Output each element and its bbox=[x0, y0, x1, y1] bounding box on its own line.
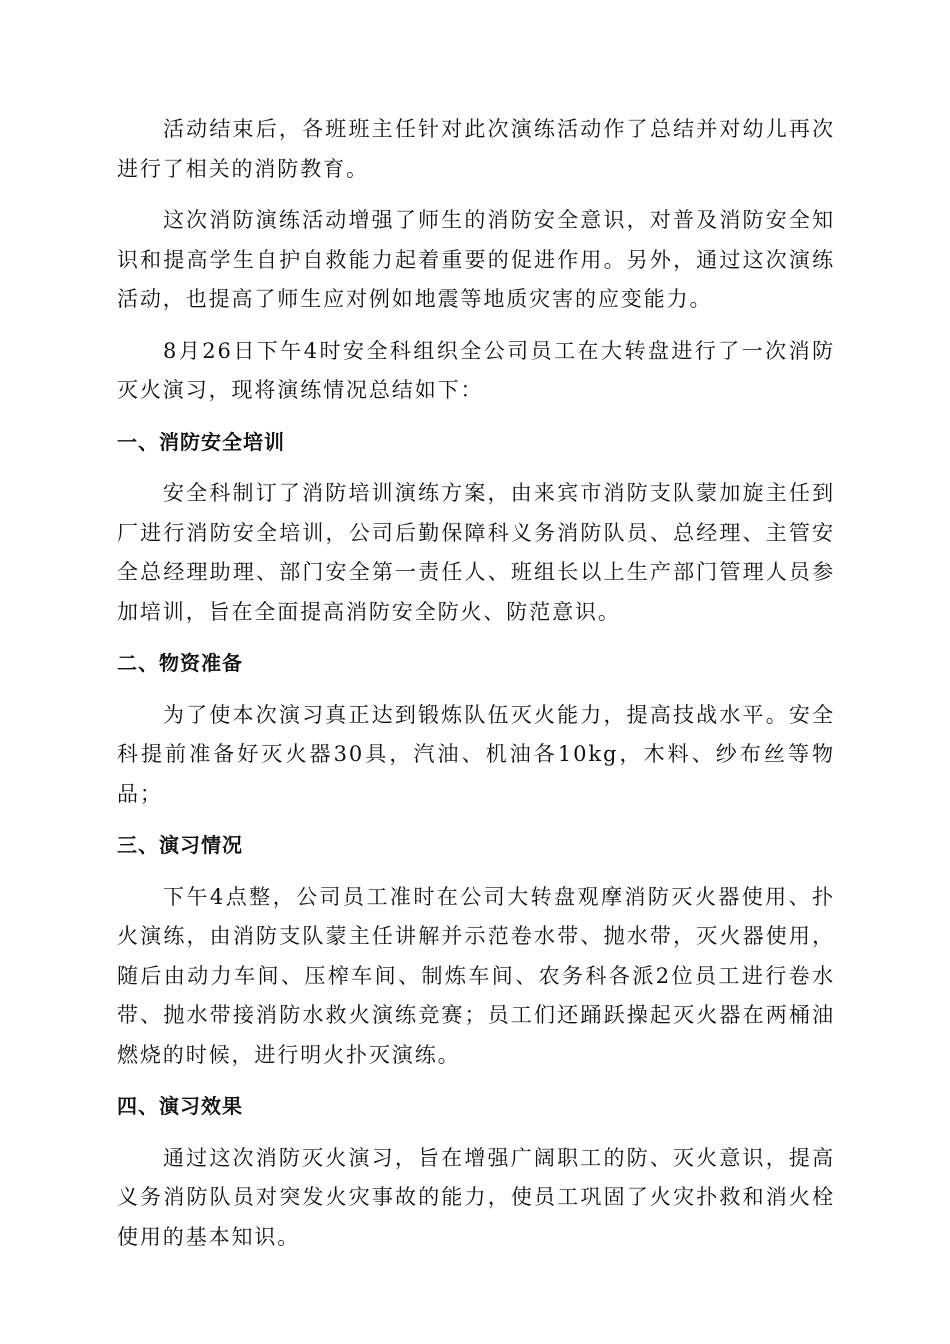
section-heading-results: 四、演习效果 bbox=[117, 1094, 243, 1118]
section-heading-exercise: 三、演习情况 bbox=[117, 833, 243, 857]
section-heading-materials: 二、物资准备 bbox=[117, 651, 243, 675]
section-heading-training: 一、消防安全培训 bbox=[117, 429, 285, 454]
paragraph-drill-effect: 这次消防演练活动增强了师生的消防安全意识，对普及消防安全知识和提高学生自护自救能力起着重要的促进作用。另外，通过这次演练活动，也提高了师生应对例如地震等地质灾害的应变能力。 bbox=[117, 208, 835, 311]
paragraph-materials: 为了使本次演习真正达到锻炼队伍灭火能力，提高技战水平。安全科提前准备好灭火器30具，汽油、机油各10kg，木料、纱布丝等物品； bbox=[117, 702, 835, 806]
paragraph-training: 安全科制订了消防培训演练方案，由来宾市消防支队蒙加旋主任到厂进行消防安全培训，公司后勤保障科义务消防队员、总经理、主管安全总经理助理、部门安全第一责任人、班组长以上生产部门管理人员参加培训，旨在全面提高消防安全防火、防范意识。 bbox=[117, 481, 835, 624]
paragraph-results: 通过这次消防灭火演习，旨在增强广阔职工的防、灭火意识，提高义务消防队员对突发火灾事故的能力，使员工巩固了火灾扑救和消火栓使用的基本知识。 bbox=[117, 1145, 835, 1249]
paragraph-exercise: 下午4点整，公司员工准时在公司大转盘观摩消防灭火器使用、扑火演练，由消防支队蒙主任讲解并示范卷水带、抛水带，灭火器使用，随后由动力车间、压榨车间、制炼车间、农务科各派2位员工进行卷水带、抛水带接消防水救火演练竞赛；员工们还踊跃操起灭火器在两桶油燃烧的时候，进行明火扑灭演练。 bbox=[117, 884, 835, 1067]
paragraph-intro: 8月26日下午4时安全科组织全公司员工在大转盘进行了一次消防灭火演习，现将演练情况总结如下： bbox=[117, 338, 835, 402]
paragraph-drill-summary: 活动结束后，各班班主任针对此次演练活动作了总结并对幼儿再次进行了相关的消防教育。 bbox=[117, 117, 835, 181]
document-page bbox=[117, 110, 835, 1269]
